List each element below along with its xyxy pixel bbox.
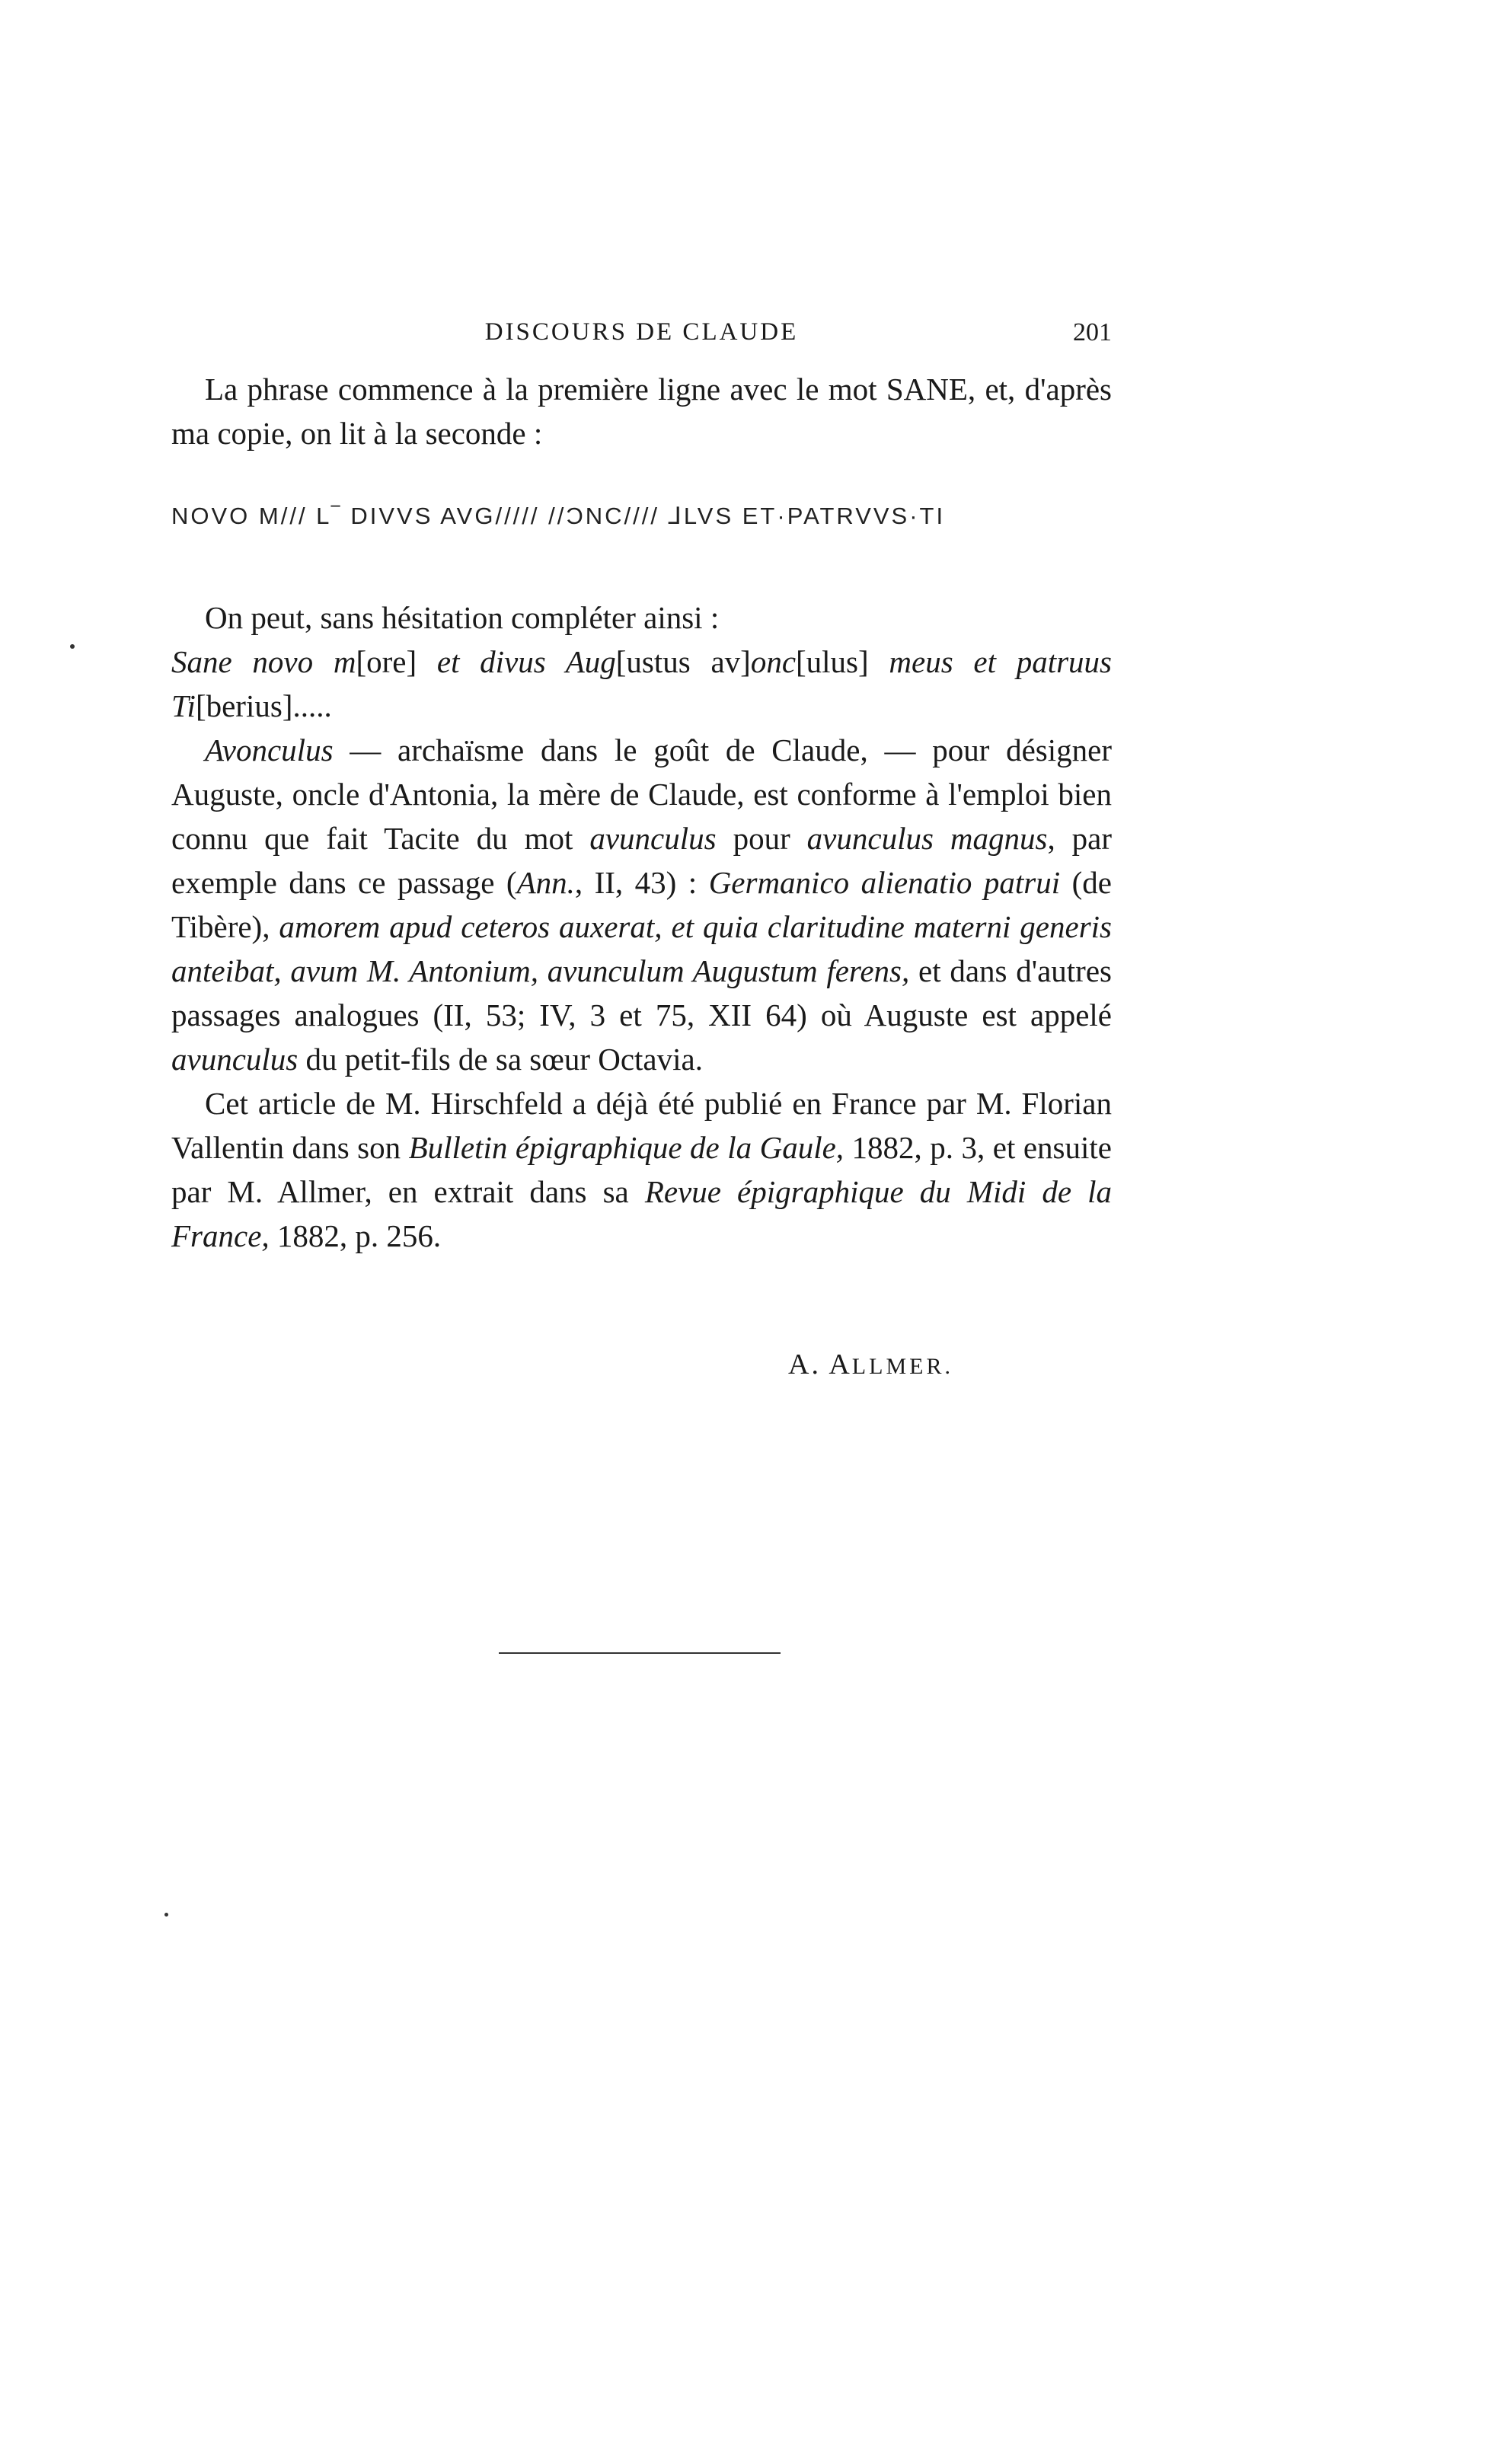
inscription-line: NOVO M/// L‾ DIVVS AVG///// //ƆNC//// ⅃LVS ET·PATRVVS·TI (171, 503, 946, 529)
p2-s11: amorem apud ceteros auxerat, et quia claritudine materni generis anteibat, avum M. Antonium, avunculum Augustum ferens, (171, 909, 1112, 988)
p2-s4: pour (716, 821, 807, 856)
main-text (171, 595, 1112, 1258)
paragraph-1-lead: On peut, sans hésitation compléter ainsi : (205, 600, 720, 635)
p2-s12: et dans d'autres passages analogues (II, 53; IV, 3 et 75, XII 64) où Auguste est appelé (171, 953, 1112, 1033)
p3-s4: Revue épigraphique du Midi de la France, (171, 1174, 1112, 1253)
restoration-e: onc (750, 644, 797, 679)
intro-paragraph (171, 367, 1112, 455)
p2-s10: (de Tibère), (171, 865, 1112, 944)
restoration-f: [ulus] (796, 644, 869, 679)
p2-s13: avunculus (171, 1042, 299, 1077)
p2-s6: , par exemple dans ce passage ( (171, 821, 1112, 900)
p2-s9: Germanico alienatio patrui (708, 865, 1061, 900)
closing-rule (499, 1652, 781, 1654)
restoration-c: et divus Aug (417, 644, 616, 679)
signature (788, 1348, 953, 1381)
restoration-b: [ore] (356, 644, 417, 679)
p2-s1: Avonculus (205, 732, 334, 768)
p3-s2: Bulletin épigraphique de la Gaule, (408, 1130, 844, 1165)
paragraph-3 (171, 1081, 1112, 1258)
p2-s7: Ann. (516, 865, 575, 900)
intro-text: La phrase commence à la première ligne avec le mot SANE, et, d'après ma copie, on lit à la seconde : (171, 372, 1112, 451)
running-title: DISCOURS DE CLAUDE (484, 318, 799, 346)
page-number: 201 (1073, 318, 1112, 346)
restoration-d: [ustus av] (615, 644, 751, 679)
restoration-g: meus et patruus Ti (171, 644, 1113, 723)
running-head (171, 312, 1112, 358)
p2-s3: avunculus (589, 821, 717, 856)
p2-s2: — archaïsme dans le goût de Claude, — pour désigner Auguste, oncle d'Antonia, la mère de Claude, est conforme à l'emploi bien connu que fait Tacite du mot (171, 732, 1112, 856)
paragraph-1 (171, 595, 1112, 728)
signature-rest: LLMER. (851, 1354, 953, 1379)
p3-s1: Cet article de M. Hirschfeld a déjà été publié en France par M. Florian Vallentin dans son (171, 1086, 1112, 1165)
p3-s5: 1882, p. 256. (269, 1218, 442, 1253)
p2-s14: du petit-fils de sa sœur Octavia. (298, 1042, 703, 1077)
ink-speck (164, 1913, 168, 1917)
paragraph-2 (171, 728, 1112, 1081)
restoration-i: ..... (292, 688, 332, 723)
p2-s8: , II, 43) : (574, 865, 709, 900)
restoration-h: [berius] (195, 688, 293, 723)
restoration-a: Sane novo m (171, 644, 356, 679)
signature-initial: A. A (788, 1348, 852, 1380)
p2-s5: avunculus magnus (806, 821, 1048, 856)
ink-speck (70, 644, 75, 649)
p3-s3: 1882, p. 3, et ensuite par M. Allmer, en extrait dans sa (171, 1130, 1112, 1209)
